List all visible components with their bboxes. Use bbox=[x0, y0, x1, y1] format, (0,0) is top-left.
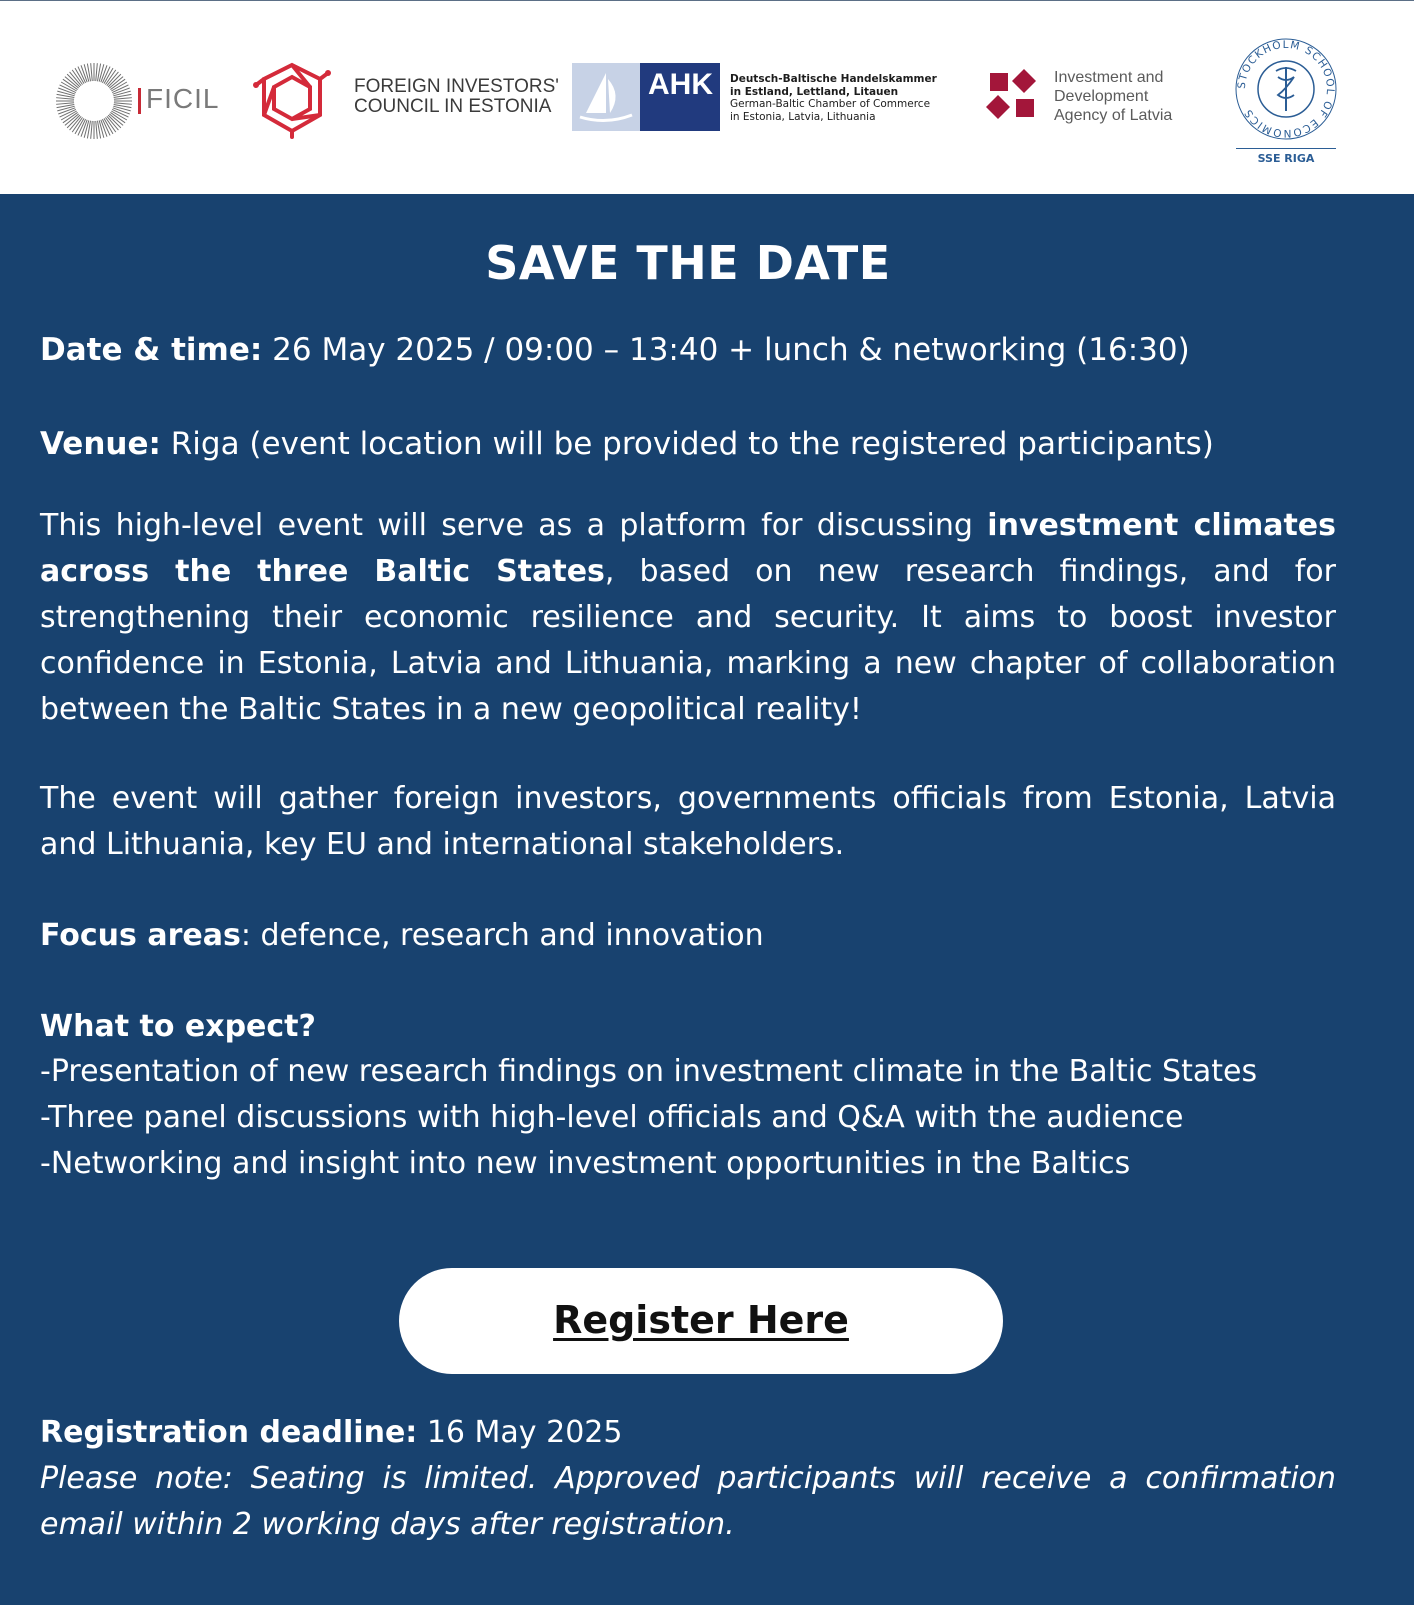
fice-knot-icon bbox=[250, 59, 334, 139]
sailing-ship-icon bbox=[572, 63, 640, 131]
date-time-label: Date & time: bbox=[40, 332, 263, 368]
sse-riga-caption: SSE RIGA bbox=[1257, 152, 1315, 165]
audience-paragraph: The event will gather foreign investors, governments officials from Estonia, Latvia and Lithuania, key EU and international stakeholders. bbox=[40, 781, 1336, 862]
register-button-label[interactable]: Register Here bbox=[553, 1298, 849, 1342]
registration-deadline-line bbox=[40, 1410, 1336, 1456]
venue-label: Venue: bbox=[40, 426, 161, 462]
liaa-diamonds-icon bbox=[984, 67, 1040, 123]
sse-seal-icon bbox=[1234, 37, 1338, 141]
svg-text:STOCKHOLM SCHOOL OF ECONOMICS: STOCKHOLM SCHOOL OF ECONOMICS bbox=[1235, 38, 1337, 140]
ficil-logo bbox=[54, 61, 220, 141]
intro-highlight: investment climates across the three Baltic States bbox=[40, 508, 1336, 589]
date-time-line bbox=[40, 327, 1336, 373]
ahk-ship-picture bbox=[572, 63, 640, 131]
seating-note: Please note: Seating is limited. Approved participants will receive a confirmation email within 2 working days after registration. bbox=[40, 1461, 1336, 1542]
venue-value: Riga (event location will be provided to the registered participants) bbox=[160, 426, 1214, 462]
venue-line bbox=[40, 421, 1336, 467]
fice-logo-text: FOREIGN INVESTORS' COUNCIL IN ESTONIA bbox=[354, 76, 559, 117]
focus-areas-line bbox=[40, 913, 1336, 959]
ahk-logo bbox=[572, 63, 952, 131]
sse-riga-logo bbox=[1234, 37, 1338, 169]
intro-paragraph: This high-level event will serve as a platform for discussing investment climates across the three Baltic States, based on new research findings, and for strengthening their economic resilience and security. It aims to boost investor confidence in Estonia, Latvia and Lithuania, marking a new chapter of collaboration between the Baltic States in a new geopolitical reality! bbox=[40, 508, 1336, 727]
focus-areas-value: : defence, research and innovation bbox=[240, 918, 764, 953]
expect-heading: What to expect? bbox=[40, 1009, 316, 1044]
list-item: -Presentation of new research findings on investment climate in the Baltic States bbox=[40, 1054, 1258, 1089]
ficil-sunburst-icon bbox=[54, 61, 134, 141]
focus-areas-label: Focus areas bbox=[40, 918, 241, 953]
register-button[interactable] bbox=[399, 1268, 1003, 1374]
page-title: SAVE THE DATE bbox=[485, 236, 891, 290]
list-item: -Three panel discussions with high-level officials and Q&A with the audience bbox=[40, 1100, 1184, 1135]
ahk-logo-text: Deutsch-Baltische Handelskammer in Estland, Lettland, Litauen German-Baltic Chamber of Commerce in Estonia, Latvia, Lithuania bbox=[730, 73, 937, 123]
registration-deadline-value: 16 May 2025 bbox=[417, 1415, 623, 1450]
ficil-logo-text: FICIL bbox=[146, 83, 220, 114]
list-item: -Networking and insight into new investment opportunities in the Baltics bbox=[40, 1146, 1131, 1181]
registration-deadline-label: Registration deadline: bbox=[40, 1415, 418, 1450]
partner-logo-bar bbox=[0, 0, 1414, 194]
liaa-logo-text: Investment and Development Agency of Latvia bbox=[1054, 69, 1173, 124]
liaa-logo bbox=[984, 67, 1204, 131]
fice-logo bbox=[250, 59, 559, 139]
date-time-value: 26 May 2025 / 09:00 – 13:40 + lunch & networking (16:30) bbox=[262, 332, 1190, 368]
ahk-badge: AHK bbox=[640, 63, 720, 131]
